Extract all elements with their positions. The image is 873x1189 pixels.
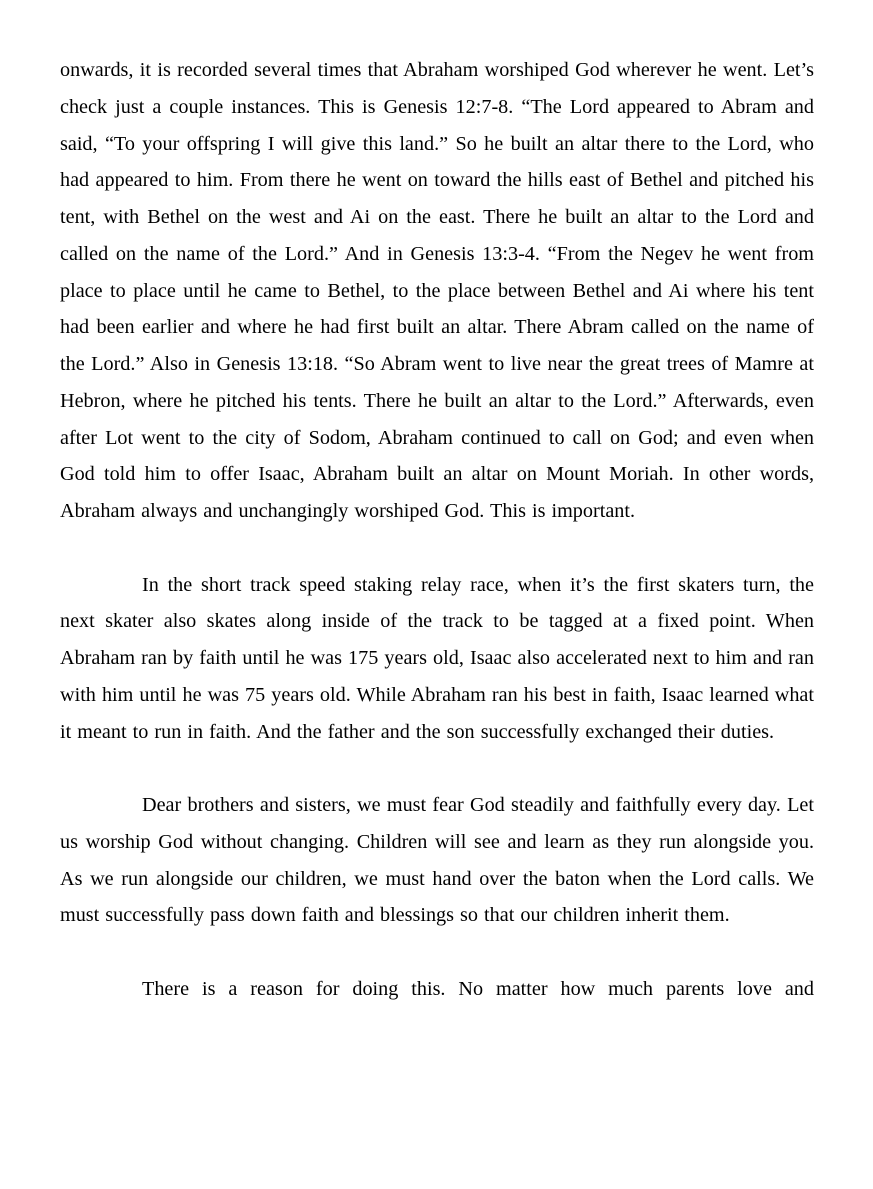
paragraph-reason: There is a reason for doing this. No matter how much parents love and xyxy=(142,977,814,1000)
paragraph-relay-race: In the short track speed staking relay race, when it’s the first skaters turn, the next skater also skates along inside of the track to be tagged at a fixed point. When Abraham ran by faith until he was 175 years old, Isaac also accelerated next to him and ran with him until he was 75 years old. While Abraham ran his best in faith, Isaac learned what it meant to run in faith. And the father and the son successfully exchanged their duties. xyxy=(60,573,814,743)
paragraph-abraham-worship: onwards, it is recorded several times that Abraham worshiped God wherever he went. Let’s check just a couple instances. This is Genesis 12:7-8. “The Lord appeared to Abram and said, “To your offspring I will give this land.” So he built an altar there to the Lord, who had appeared to him. From there he went on toward the hills east of Bethel and pitched his tent, with Bethel on the west and Ai on the east. There he built an altar to the Lord and called on the name of the Lord.” And in Genesis 13:3-4. “From the Negev he went from place to place until he came to Bethel, to the place between Bethel and Ai where his tent had been earlier and where he had first built an altar. There Abram called on the name of the Lord.” Also in Genesis 13:18. “So Abram went to live near the great trees of Mamre at Hebron, where he pitched his tents. There he built an altar to the Lord.” Afterwards, even after Lot went to the city of Sodom, Abraham continued to call on God; and even when God told him to offer Isaac, Abraham built an altar on Mount Moriah. In other words, Abraham always and unchangingly worshiped God. This is important. xyxy=(60,59,814,522)
paragraph-exhortation: Dear brothers and sisters, we must fear God steadily and faithfully every day. Let us worship God without changing. Children will see and learn as they run alongside you. As we run alongside our children, we must hand over the baton when the Lord calls. We must successfully pass down faith and blessings so that our children inherit them. xyxy=(60,794,814,927)
document-page xyxy=(60,52,814,1044)
